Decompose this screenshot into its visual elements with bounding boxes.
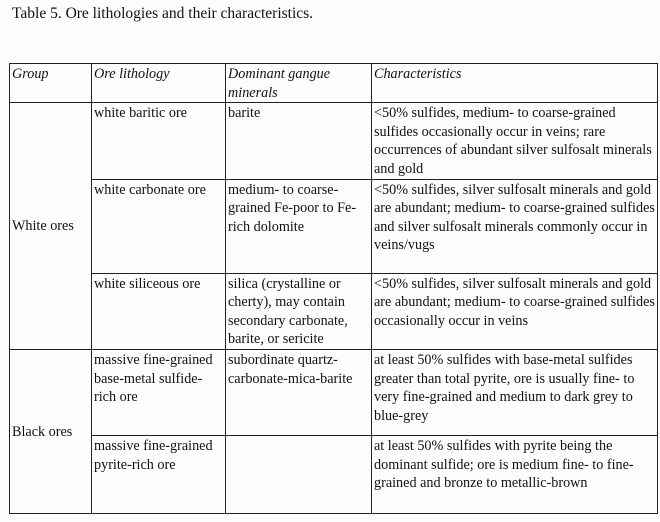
header-group: Group xyxy=(10,64,92,103)
table-row xyxy=(10,349,658,435)
table-row xyxy=(10,435,658,513)
characteristics-cell: <50% sulfides, medium- to coarse-grained sulfides occasionally occur in veins; rare occurrences of abundant silver sulfosalt minerals and gold xyxy=(372,103,658,179)
table-row xyxy=(10,179,658,273)
group-cell-white-ores: White ores xyxy=(10,103,92,350)
table-row xyxy=(10,103,658,179)
gangue-minerals-cell: medium- to coarse-grained Fe-poor to Fe-rich dolomite xyxy=(226,179,372,273)
characteristics-cell: at least 50% sulfides with pyrite being the dominant sulfide; ore is medium fine- to fine-grained and bronze to metallic-brown xyxy=(372,435,658,513)
header-row xyxy=(10,64,658,103)
table-caption: Table 5. Ore lithologies and their characteristics. xyxy=(12,5,314,22)
ore-lithology-cell: massive fine-grained base-metal sulfide-rich ore xyxy=(92,349,226,435)
characteristics-cell: at least 50% sulfides with base-metal sulfides greater than total pyrite, ore is usually fine- to very fine-grained and medium to dark grey to blue-grey xyxy=(372,349,658,435)
header-characteristics: Characteristics xyxy=(372,64,658,103)
table-row xyxy=(10,273,658,349)
header-dominant-gangue-minerals: Dominant gangue minerals xyxy=(226,64,372,103)
characteristics-cell: <50% sulfides, silver sulfosalt minerals and gold are abundant; medium- to coarse-grained sulfides occasionally occur in veins xyxy=(372,273,658,349)
gangue-minerals-cell: silica (crystalline or cherty), may contain secondary carbonate, barite, or sericite xyxy=(226,273,372,349)
gangue-minerals-cell xyxy=(226,435,372,513)
header-ore-lithology: Ore lithology xyxy=(92,64,226,103)
ore-lithology-cell: white carbonate ore xyxy=(92,179,226,273)
ore-lithology-table xyxy=(9,63,658,514)
ore-lithology-cell: white siliceous ore xyxy=(92,273,226,349)
gangue-minerals-cell: barite xyxy=(226,103,372,179)
ore-lithology-cell: massive fine-grained pyrite-rich ore xyxy=(92,435,226,513)
group-cell-black-ores: Black ores xyxy=(10,349,92,513)
ore-lithology-cell: white baritic ore xyxy=(92,103,226,179)
gangue-minerals-cell: subordinate quartz-carbonate-mica-barite xyxy=(226,349,372,435)
characteristics-cell: <50% sulfides, silver sulfosalt minerals and gold are abundant; medium- to coarse-grained sulfides and silver sulfosalt minerals commonly occur in veins/vugs xyxy=(372,179,658,273)
